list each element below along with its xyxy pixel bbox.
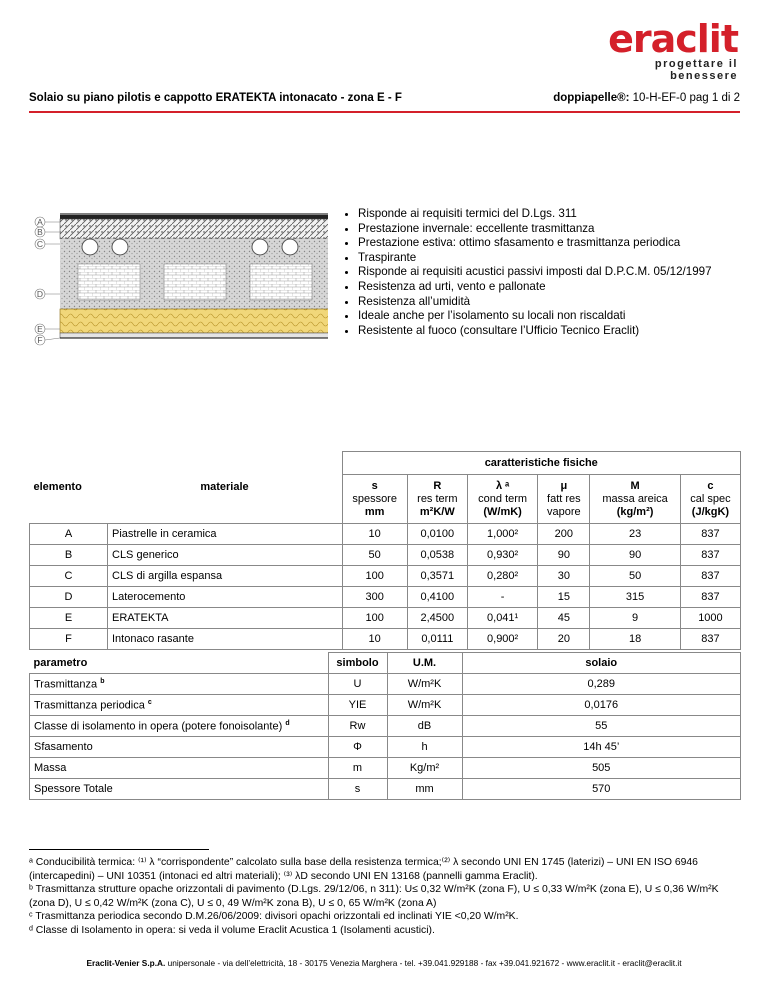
footnote-a: ᵃ Conducibilità termica: ⁽¹⁾ λ “corrispondente” calcolato sulla base della resistenza termica;⁽²⁾ λ secondo UNI EN 1745 (laterizi) – UNI EN ISO 6946 (intercapedini) – UNI 10351 (intonaci ed altri materiali); ⁽³⁾ λD secondo UNI EN 13168 (pannelli gamma Eraclit). — [29, 857, 698, 882]
table-row — [30, 566, 741, 587]
cell-materiale: Piastrelle in ceramica — [108, 524, 343, 545]
cell-um: Kg/m² — [387, 758, 462, 779]
feature-item: • Risponde ai requisiti termici del D.Lgs. 311 — [358, 207, 712, 222]
col-materiale: materiale — [200, 481, 249, 494]
param-label: Massa — [34, 762, 67, 774]
cell-res-term: 0,0100 — [407, 524, 467, 545]
cell-solaio: 0,0176 — [462, 695, 741, 716]
cell-parametro — [30, 737, 329, 758]
layer-label-e: E — [37, 324, 43, 334]
cell-um: W/m²K — [387, 695, 462, 716]
cell-fatt-res: 15 — [538, 587, 590, 608]
cell-solaio: 55 — [462, 716, 741, 737]
cell-massa: 9 — [590, 608, 681, 629]
header-divider — [29, 111, 740, 113]
footer-company: Eraclit-Venier S.p.A. — [86, 958, 166, 968]
cell-simbolo: m — [328, 758, 387, 779]
cell-cal-spec: 837 — [680, 545, 740, 566]
table-row — [30, 608, 741, 629]
cell-res-term: 0,3571 — [407, 566, 467, 587]
param-note: b — [100, 677, 105, 685]
layer-label-a: A — [37, 217, 43, 227]
param-note: d — [285, 719, 290, 727]
cell-massa: 23 — [590, 524, 681, 545]
feature-list — [336, 207, 712, 338]
cell-spessore: 10 — [342, 629, 407, 650]
doc-label: doppiapelle®: — [553, 92, 630, 104]
cell-um: mm — [387, 779, 462, 800]
layer-label-f: F — [37, 335, 43, 345]
cell-um: h — [387, 737, 462, 758]
cell-parametro — [30, 716, 329, 737]
cell-cal-spec: 837 — [680, 524, 740, 545]
cell-materiale: Intonaco rasante — [108, 629, 343, 650]
cell-massa: 90 — [590, 545, 681, 566]
cell-parametro — [30, 695, 329, 716]
param-label: Classe di isolamento in opera (potere fonoisolante) — [34, 720, 283, 733]
table-row — [30, 695, 741, 716]
cell-massa: 315 — [590, 587, 681, 608]
cell-elemento: D — [30, 587, 108, 608]
cell-cal-spec: 837 — [680, 629, 740, 650]
col-simbolo: simbolo — [328, 653, 387, 674]
cell-um: dB — [387, 716, 462, 737]
cell-simbolo: Φ — [328, 737, 387, 758]
table-row — [30, 629, 741, 650]
cell-elemento: C — [30, 566, 108, 587]
cell-spessore: 300 — [342, 587, 407, 608]
col-elemento: elemento — [33, 481, 82, 494]
col-cond-term: λ ᵃ cond term (W/mK) — [467, 475, 538, 524]
col-res-term: R res term m²K/W — [407, 475, 467, 524]
cell-res-term: 0,0111 — [407, 629, 467, 650]
footnotes — [29, 856, 741, 937]
logo-tagline: progettare il benessere — [654, 58, 738, 82]
cell-res-term: 0,0538 — [407, 545, 467, 566]
document-title: Solaio su piano pilotis e cappotto ERATEKTA intonacato - zona E - F — [29, 92, 402, 104]
materials-table — [29, 451, 741, 650]
cell-spessore: 100 — [342, 566, 407, 587]
cell-fatt-res: 45 — [538, 608, 590, 629]
doc-code-value: 10-H-EF-0 pag 1 di 2 — [632, 92, 740, 104]
cell-fatt-res: 20 — [538, 629, 590, 650]
col-massa-areica: M massa areica (kg/m²) — [590, 475, 681, 524]
table-header-row — [30, 653, 741, 674]
table-header-row — [30, 452, 741, 475]
param-label: Spessore Totale — [34, 783, 113, 795]
cell-materiale: CLS di argilla espansa — [108, 566, 343, 587]
cell-parametro — [30, 674, 329, 695]
cell-simbolo: U — [328, 674, 387, 695]
param-label: Trasmittanza — [34, 678, 98, 691]
cell-solaio: 570 — [462, 779, 741, 800]
cell-materiale: Laterocemento — [108, 587, 343, 608]
cell-cal-spec: 1000 — [680, 608, 740, 629]
cell-res-term: 2,4500 — [407, 608, 467, 629]
layer-label-c: C — [36, 239, 44, 249]
footer-details: unipersonale - via dell’elettricità, 18 - 30175 Venezia Marghera - tel. +39.041.929188 - fax +39.041.921672 - www.eraclit.it - eraclit@eraclit.it — [167, 958, 682, 968]
cell-spessore: 100 — [342, 608, 407, 629]
param-label: Trasmittanza periodica — [34, 699, 145, 712]
cell-solaio: 14h 45’ — [462, 737, 741, 758]
cell-massa: 50 — [590, 566, 681, 587]
cell-elemento: B — [30, 545, 108, 566]
cross-section-diagram — [28, 200, 328, 350]
table-row — [30, 779, 741, 800]
cell-parametro — [30, 779, 329, 800]
cell-materiale: CLS generico — [108, 545, 343, 566]
cell-parametro — [30, 758, 329, 779]
col-cal-spec: c cal spec (J/kgK) — [680, 475, 740, 524]
feature-item: • Resistenza ad urti, vento e pallonate — [358, 280, 712, 295]
cell-elemento: F — [30, 629, 108, 650]
feature-item: • Resistente al fuoco (consultare l’Ufficio Tecnico Eraclit) — [358, 324, 712, 339]
feature-item: • Prestazione estiva: ottimo sfasamento e trasmittanza periodica — [358, 236, 712, 251]
cell-massa: 18 — [590, 629, 681, 650]
cell-simbolo: Rw — [328, 716, 387, 737]
table-row — [30, 758, 741, 779]
feature-item: • Resistenza all’umidità — [358, 295, 712, 310]
cell-elemento: A — [30, 524, 108, 545]
footnote-b: ᵇ Trasmittanza strutture opache orizzontali di pavimento (D.Lgs. 29/12/06, n 311): U≤ 0,32 W/m²K (zona F), U ≤ 0,33 W/m²K (zona E), U ≤ 0,36 W/m²K (zona D), U ≤ 0,42 W/m²K (zona C), U ≤ 0, 49 W/m²K zona B), U ≤ 0, 65 W/m²K (zona A) — [29, 884, 719, 909]
cell-um: W/m²K — [387, 674, 462, 695]
col-spessore: s spessore mm — [342, 475, 407, 524]
table-row — [30, 716, 741, 737]
cell-cond-term: 0,041¹ — [467, 608, 538, 629]
col-fatt-res: μ fatt res vapore — [538, 475, 590, 524]
col-parametro: parametro — [30, 653, 329, 674]
footnote-c: ᶜ Trasmittanza periodica secondo D.M.26/06/2009: divisori opachi orizzontali ed inclinati YIE <0,20 W/m²K. — [29, 911, 519, 922]
layer-label-d: D — [36, 289, 44, 299]
cell-cond-term: 0,930² — [467, 545, 538, 566]
table-row — [30, 545, 741, 566]
document-code — [553, 92, 740, 104]
footnote-d: ᵈ Classe di Isolamento in opera: si veda il volume Eraclit Acustica 1 (Isolamenti acustici). — [29, 924, 435, 936]
page-footer — [0, 958, 768, 968]
col-um: U.M. — [387, 653, 462, 674]
feature-item: • Traspirante — [358, 251, 712, 266]
cell-cal-spec: 837 — [680, 587, 740, 608]
group-header: caratteristiche fisiche — [342, 452, 741, 475]
cell-spessore: 50 — [342, 545, 407, 566]
cell-fatt-res: 200 — [538, 524, 590, 545]
cell-cond-term: 1,000² — [467, 524, 538, 545]
cell-simbolo: s — [328, 779, 387, 800]
cell-res-term: 0,4100 — [407, 587, 467, 608]
table-row — [30, 674, 741, 695]
parameters-table — [29, 652, 741, 800]
eraclit-logo — [588, 18, 738, 82]
param-label: Sfasamento — [34, 741, 93, 753]
table-row — [30, 587, 741, 608]
cell-spessore: 10 — [342, 524, 407, 545]
col-solaio: solaio — [462, 653, 741, 674]
logo-brand: eraclit — [608, 17, 738, 61]
cell-fatt-res: 30 — [538, 566, 590, 587]
cell-cal-spec: 837 — [680, 566, 740, 587]
cell-simbolo: YIE — [328, 695, 387, 716]
param-note: c — [147, 698, 152, 706]
table-row — [30, 524, 741, 545]
feature-item: • Risponde ai requisiti acustici passivi imposti dal D.P.C.M. 05/12/1997 — [358, 265, 712, 280]
feature-item: • Ideale anche per l’isolamento su locali non riscaldati — [358, 309, 712, 324]
feature-item: • Prestazione invernale: eccellente trasmittanza — [358, 222, 712, 237]
cell-solaio: 505 — [462, 758, 741, 779]
cell-materiale: ERATEKTA — [108, 608, 343, 629]
cell-elemento: E — [30, 608, 108, 629]
table-row — [30, 737, 741, 758]
cell-fatt-res: 90 — [538, 545, 590, 566]
cell-cond-term: 0,280² — [467, 566, 538, 587]
footnote-divider — [29, 849, 209, 850]
cell-solaio: 0,289 — [462, 674, 741, 695]
layer-label-b: B — [37, 227, 43, 237]
cell-cond-term: 0,900² — [467, 629, 538, 650]
cell-cond-term: - — [467, 587, 538, 608]
